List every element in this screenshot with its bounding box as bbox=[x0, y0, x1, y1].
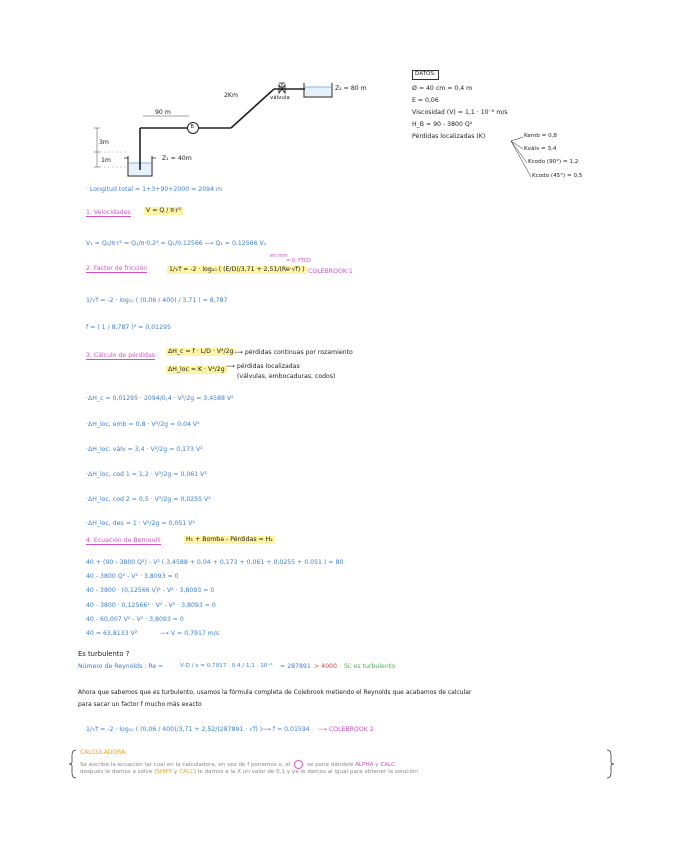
note-en-mm: en mm bbox=[270, 253, 288, 259]
calculadora-line2-text-c: ) le damos a la X un valor de 0,1 y ya le damos al igual para obtener la solución bbox=[193, 769, 418, 775]
calculadora-line1-text-b: se pone dándole bbox=[306, 762, 354, 768]
label-z2: Z₂ = 80 m bbox=[335, 85, 367, 92]
velocity-result: ⟶ V = 0,7917 m/s bbox=[160, 630, 220, 637]
datos-diametro: Ø = 40 cm = 0,4 m bbox=[412, 85, 473, 92]
section-velocidades-title: 1. Velocidades bbox=[86, 209, 131, 216]
label-3m: 3m bbox=[99, 139, 109, 146]
colebrook-1-label: COLEBROOK 1 bbox=[308, 268, 353, 275]
dh-embocadura: ·ΔH_loc, emb = 0,8 · V²/2g = 0,04 V² bbox=[86, 421, 200, 428]
datos-hb: H_B = 90 - 3800 Q² bbox=[412, 121, 473, 128]
ahora-paragraph-2: para sacar un factor f mucho más exacto bbox=[78, 701, 202, 708]
label-90m: 90 m bbox=[155, 109, 171, 116]
friccion-f: f = ( 1 / 8,787 )² = 0,01295 bbox=[86, 324, 171, 331]
datos-perdidas: Pérdidas localizadas (K) bbox=[412, 133, 486, 140]
reynolds-conclusion: Sí, es turbulento bbox=[344, 663, 395, 670]
dh-codo2: ·ΔH_loc, cod 2 = 0,5 · V²/2g = 0,0255 V² bbox=[86, 496, 211, 503]
dh-codo1: ·ΔH_loc, cod 1 = 1,2 · V²/2g = 0,061 V² bbox=[86, 471, 207, 478]
note-ftcd: = 0, FTCD bbox=[286, 258, 312, 264]
dh-desembocadura: ·ΔH_loc, des = 1 · V²/2g = 0,051 V² bbox=[86, 520, 195, 527]
reynolds-label: Número de Reynolds : Re = bbox=[78, 663, 164, 670]
bernoulli-eq1: 40 + (90 - 3800 Q²) - V² ( 3,4588 + 0,04 + 0,173 + 0,061 + 0,0255 + 0,051 ) = 80 bbox=[86, 559, 344, 566]
bernoulli-eq6: 40 = 63,8133 V² bbox=[86, 630, 138, 637]
dh-continuas: ·ΔH_c = 0,01295 · 2094/0,4 · V²/2g = 3,4588 V² bbox=[86, 395, 234, 402]
datos-title: DATOS: bbox=[412, 70, 439, 80]
section-friccion-title: 2. Factor de fricción bbox=[86, 265, 148, 272]
datos-viscosidad: Viscosidad (V) = 1,1 · 10⁻⁶ m/s bbox=[412, 109, 508, 116]
label-1m: 1m bbox=[101, 157, 111, 164]
calculadora-y: y bbox=[375, 762, 379, 768]
calculadora-line1 bbox=[80, 760, 397, 769]
calc-key-label-2: CALC bbox=[179, 769, 194, 775]
label-pump: B bbox=[190, 124, 194, 130]
bernoulli-eq5: 40 - 60,007 V² - V² · 3,8093 = 0 bbox=[86, 616, 184, 623]
perdidas-localizadas-note: ⟶ pérdidas localizadas bbox=[226, 363, 300, 370]
bernoulli-eq3: 40 - 3800 · (0,12566 V)² - V² · 3,8093 = 0 bbox=[86, 587, 215, 594]
perdidas-localizadas-formula: ΔH_loc = K · V²/2g bbox=[168, 366, 225, 373]
bernoulli-formula: H₁ + Bomba - Pérdidas = H₂ bbox=[186, 536, 273, 543]
alpha-key-label: ALPHA bbox=[355, 762, 374, 768]
datos-kemb: Kemb = 0,8 bbox=[524, 133, 557, 139]
shift-key-label: SHIFT bbox=[156, 769, 173, 775]
dh-valvula: ·ΔH_loc, válv = 3,4 · V²/2g = 0,173 V² bbox=[86, 446, 203, 453]
datos-kvalv: Kválv = 3,4 bbox=[524, 146, 557, 152]
colebrook-2-label: ⟶ COLEBROOK 2 bbox=[318, 726, 374, 733]
section-bernoulli-title: 4. Ecuación de Bernoulli bbox=[86, 537, 161, 544]
perdidas-continuas-formula: ΔH_c = f · L/D · V²/2g bbox=[168, 348, 234, 355]
reynolds-value: = 287891 bbox=[280, 663, 311, 670]
perdidas-localizadas-note2: (válvulas, embocaduras, codos) bbox=[237, 373, 336, 380]
bernoulli-eq4: 40 - 3800 · 0,12566² · V² - V² · 3,8093 = 0 bbox=[86, 602, 216, 609]
calc-key-label: CALC. bbox=[380, 762, 397, 768]
longitud-total: · Longitud total = 1+3+90+2000 = 2094 m bbox=[86, 186, 223, 193]
datos-kcodo45: Kcodo (45°) = 0,5 bbox=[532, 173, 583, 179]
ahora-paragraph: Ahora que sabemos que es turbulento, usamos la fórmula completa de Colebrook metiendo el Reynolds que acabamos de calcular bbox=[78, 689, 472, 696]
perdidas-continuas-note: ⟶ pérdidas continuas por rozamiento bbox=[234, 349, 353, 356]
reynolds-compare: > 4000 bbox=[314, 663, 337, 670]
datos-rugosidad: E = 0,06 bbox=[412, 97, 439, 104]
label-z1: Z₁ = 40m bbox=[162, 155, 192, 162]
f-result: ⟶ f = 0,01594 bbox=[262, 726, 310, 733]
bernoulli-eq2: 40 - 3800 Q² - V² · 3,8093 = 0 bbox=[86, 573, 179, 580]
label-2km: 2Km bbox=[224, 92, 239, 99]
equals-circle-icon bbox=[294, 760, 303, 769]
calculadora-line2-y: y bbox=[174, 769, 178, 775]
datos-kcodo90: Kcodo (90°) = 1,2 bbox=[528, 159, 579, 165]
turbulento-question: Es turbulento ? bbox=[78, 650, 130, 658]
calculadora-line2-text: después le damos a solve ( bbox=[80, 769, 157, 775]
velocidad-formula: V = Q / π·r² bbox=[146, 207, 181, 214]
colebrook-2-formula: 1/√f = -2 · log₁₀ ( (0,06 / 400)/3,71 + 2,52/(287891 · √f) ) bbox=[86, 726, 263, 733]
reynolds-fraction: V·D / ν = 0,7917 · 0,4 / 1,1 · 10⁻⁶ bbox=[180, 663, 273, 669]
velocidad-q1: V₁ = Q₁/π·r² = Q₁/π·0,2² = Q₁/0,12566 ⟶ Q₁ = 0,12566 V₁ bbox=[86, 240, 267, 247]
friccion-log: 1/√f = -2 · log₁₀ ( (0,06 / 400) / 3,71 ) = 8,787 bbox=[86, 297, 228, 304]
section-perdidas-title: 3. Cálculo de pérdidas bbox=[86, 352, 155, 359]
label-valvula: válvula bbox=[270, 95, 290, 101]
colebrook-formula: 1/√f = -2 · log₁₀ ( (E/D)/3,71 + 2,51/(Re·√f) ) bbox=[169, 266, 305, 273]
calculadora-title: CALCULADORA: bbox=[80, 749, 128, 756]
calculadora-line1-text: Se escribe la ecuación tal cual en la calculadora, en vez de f ponemos x, el bbox=[80, 762, 291, 768]
calculadora-line2 bbox=[80, 770, 418, 776]
